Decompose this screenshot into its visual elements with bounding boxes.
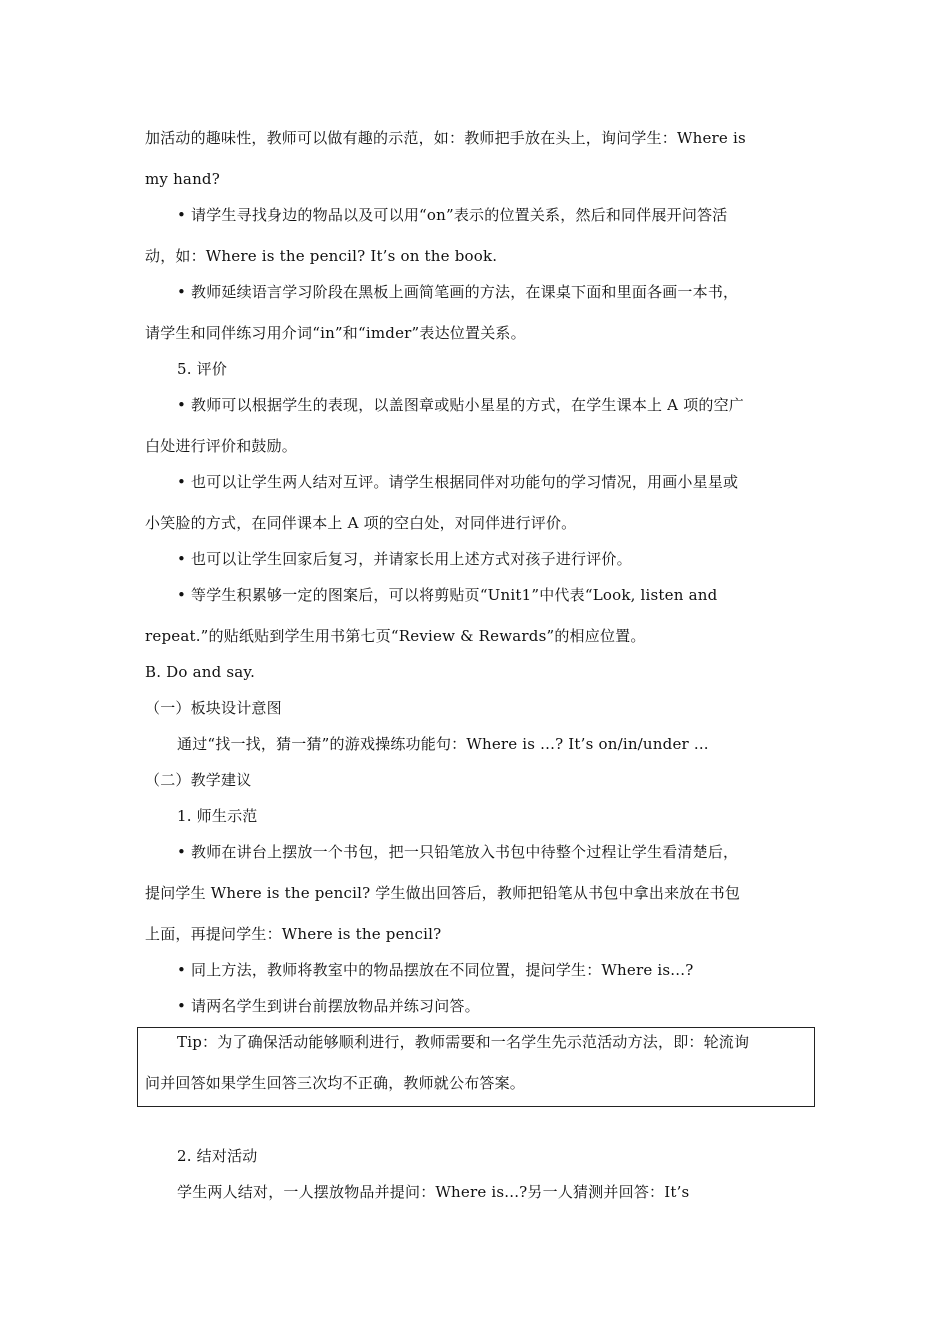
body-text-line: 通过“找一找，猜一猜”的游戏操练功能句：Where is ...? It’s on/in/under ...	[177, 735, 709, 753]
bullet-item: • 教师延续语言学习阶段在黑板上画简笔画的方法，在课桌下面和里面各画一本书，	[177, 283, 739, 301]
subsection-heading: （一）板块设计意图	[145, 699, 282, 717]
tip-text-line: 问并回答如果学生回答三次均不正确，教师就公布答案。	[145, 1074, 526, 1092]
body-text-line: 请学生和同伴练习用介词“in”和“imder”表达位置关系。	[145, 324, 526, 342]
bullet-item: • 请学生寻找身边的物品以及可以用“on”表示的位置关系，然后和同伴展开问答活	[177, 206, 728, 224]
bullet-item: • 教师可以根据学生的表现，以盖图章或贴小星星的方式，在学生课本上 A 项的空广	[177, 396, 744, 414]
body-text-line: repeat.”的贴纸贴到学生用书第七页“Review & Rewards”的相应位置。	[145, 627, 646, 645]
section-heading: 1. 师生示范	[177, 807, 258, 825]
section-heading: B. Do and say.	[145, 663, 256, 681]
body-text-line: 动，如：Where is the pencil? It’s on the book.	[145, 247, 498, 265]
body-text-line: 上面，再提问学生：Where is the pencil?	[145, 925, 442, 943]
subsection-heading: （二）教学建议	[145, 771, 252, 789]
body-text-line: my hand?	[145, 170, 220, 188]
body-text-line: 加活动的趣味性，教师可以做有趣的示范，如：教师把手放在头上，询问学生：Where is	[145, 129, 746, 147]
body-text-line: 提问学生 Where is the pencil? 学生做出回答后，教师把铅笔从书包中拿出来放在书包	[145, 884, 741, 902]
body-text-line: 白处进行评价和鼓励。	[145, 437, 298, 455]
bullet-item: • 等学生积累够一定的图案后，可以将剪贴页“Unit1”中代表“Look, listen and	[177, 586, 718, 604]
tip-text-line: Tip：为了确保活动能够顺利进行，教师需要和一名学生先示范活动方法，即：轮流询	[177, 1033, 750, 1051]
bullet-item: • 教师在讲台上摆放一个书包，把一只铅笔放入书包中待整个过程让学生看清楚后，	[177, 843, 739, 861]
bullet-item: • 也可以让学生两人结对互评。请学生根据同伴对功能句的学习情况，用画小星星或	[177, 473, 739, 491]
body-text-line: 小笑脸的方式，在同伴课本上 A 项的空白处，对同伴进行评价。	[145, 514, 577, 532]
bullet-item: • 请两名学生到讲台前摆放物品并练习问答。	[177, 997, 480, 1015]
body-text-line: 学生两人结对，一人摆放物品并提问：Where is...?另一人猜测并回答：It’s	[177, 1183, 690, 1201]
bullet-item: • 也可以让学生回家后复习，并请家长用上述方式对孩子进行评价。	[177, 550, 632, 568]
bullet-item: • 同上方法，教师将教室中的物品摆放在不同位置，提问学生：Where is...?	[177, 961, 694, 979]
section-heading: 5. 评价	[177, 360, 228, 378]
section-heading: 2. 结对活动	[177, 1147, 258, 1165]
